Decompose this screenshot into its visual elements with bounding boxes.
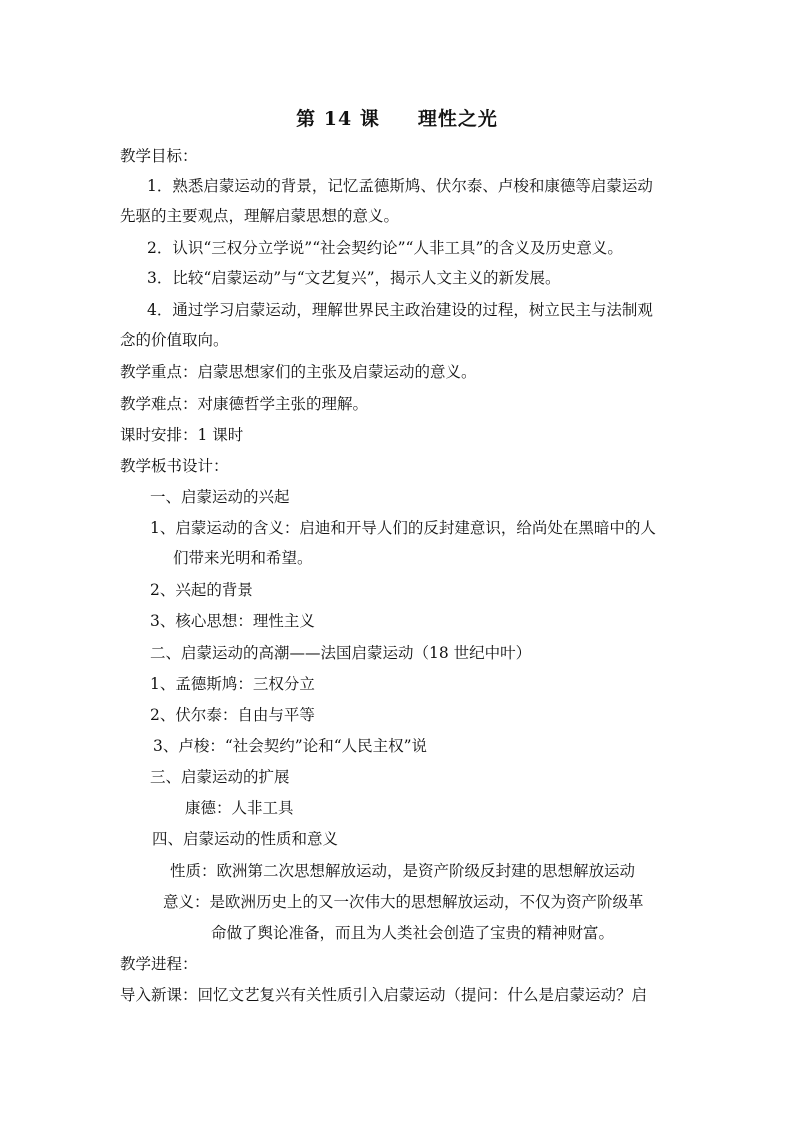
board-section-2-item-1: 1、孟德斯鸠：三权分立 bbox=[150, 675, 315, 693]
lesson-name: 理性之光 bbox=[417, 108, 498, 130]
process-intro: 导入新课：回忆文艺复兴有关性质引入启蒙运动（提问：什么是启蒙运动？启 bbox=[120, 986, 648, 1004]
difficulty: 教学难点：对康德哲学主张的理解。 bbox=[120, 395, 369, 413]
board-section-1-item-3: 3、核心思想：理性主义 bbox=[150, 612, 315, 630]
board-section-1-item-2: 2、兴起的背景 bbox=[150, 581, 253, 599]
lesson-title bbox=[0, 104, 794, 131]
board-section-4-nature: 性质：欧洲第二次思想解放运动，是资产阶级反封建的思想解放运动 bbox=[170, 862, 636, 880]
board-section-4-significance-line-2: 命做了舆论准备，而且为人类社会创造了宝贵的精神财富。 bbox=[211, 924, 615, 942]
board-section-3-item-1: 康德：人非工具 bbox=[185, 799, 294, 817]
board-section-1-item-1-line-1: 1、启蒙运动的含义：启迪和开导人们的反封建意识，给尚处在黑暗中的人 bbox=[150, 519, 656, 537]
board-section-3: 三、启蒙运动的扩展 bbox=[150, 768, 290, 786]
board-section-2-item-2: 2、伏尔泰：自由与平等 bbox=[150, 706, 315, 724]
process-heading: 教学进程： bbox=[120, 955, 198, 973]
goal-item-2: 2．认识“三权分立学说”“社会契约论”“人非工具”的含义及历史意义。 bbox=[147, 239, 623, 257]
goal-item-1-line-2: 先驱的主要观点，理解启蒙思想的意义。 bbox=[120, 207, 400, 225]
board-section-1: 一、启蒙运动的兴起 bbox=[150, 488, 290, 506]
board-section-2-item-3: 3、卢梭：“社会契约”论和“人民主权”说 bbox=[153, 737, 428, 755]
lesson-number: 第 14 课 bbox=[296, 108, 380, 130]
board-section-1-item-1-line-2: 们带来光明和希望。 bbox=[173, 549, 313, 567]
goals-heading: 教学目标： bbox=[120, 147, 198, 165]
goal-item-4-line-2: 念的价值取向。 bbox=[120, 331, 229, 349]
board-heading: 教学板书设计： bbox=[120, 457, 229, 475]
key-point: 教学重点：启蒙思想家们的主张及启蒙运动的意义。 bbox=[120, 363, 477, 381]
board-section-4-significance-line-1: 意义：是欧洲历史上的又一次伟大的思想解放运动，不仅为资产阶级革 bbox=[163, 893, 644, 911]
goal-item-1-line-1: 1．熟悉启蒙运动的背景，记忆孟德斯鸠、伏尔泰、卢梭和康德等启蒙运动 bbox=[147, 177, 653, 195]
schedule: 课时安排：1 课时 bbox=[120, 426, 244, 444]
board-section-4: 四、启蒙运动的性质和意义 bbox=[152, 830, 339, 848]
board-section-2: 二、启蒙运动的高潮——法国启蒙运动（18 世纪中叶） bbox=[150, 644, 532, 662]
goal-item-3: 3．比较“启蒙运动”与“文艺复兴”，揭示人文主义的新发展。 bbox=[147, 269, 561, 287]
goal-item-4-line-1: 4．通过学习启蒙运动，理解世界民主政治建设的过程，树立民主与法制观 bbox=[147, 301, 653, 319]
